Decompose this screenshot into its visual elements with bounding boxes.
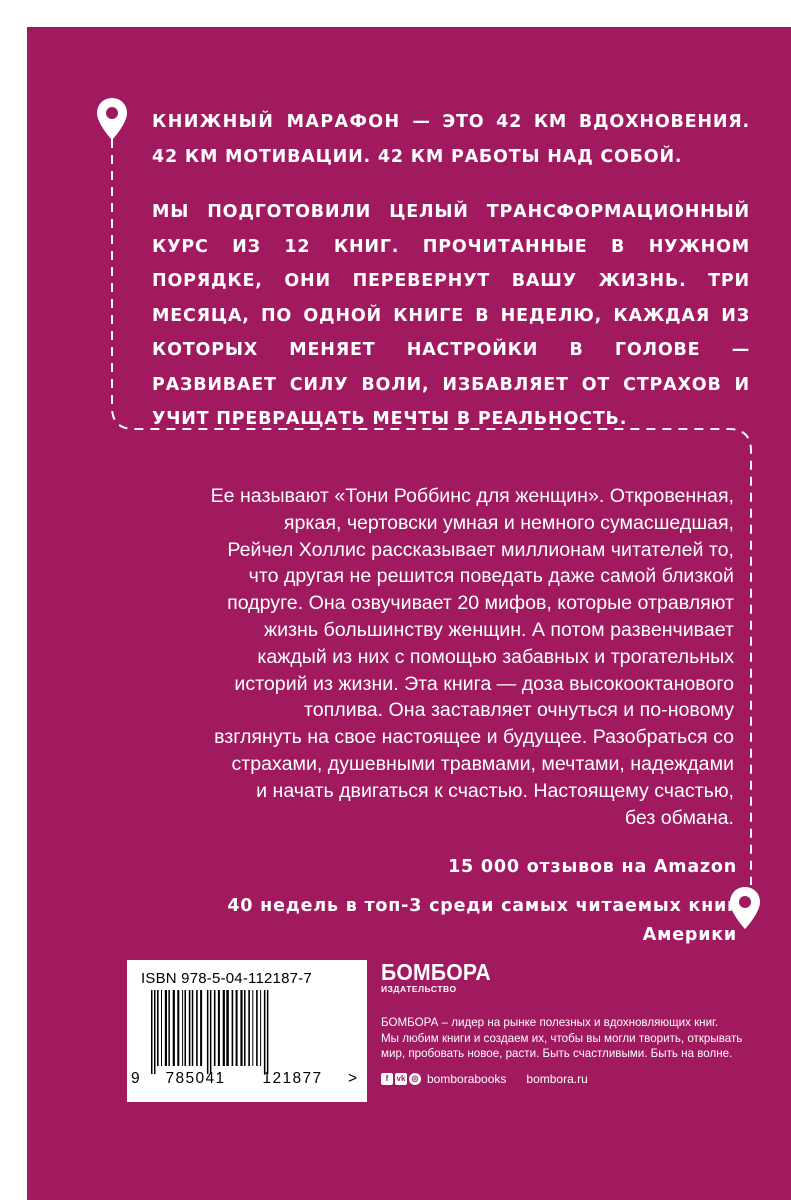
- barcode-digits: [131, 1070, 363, 1088]
- barcode-bar: [260, 990, 261, 1066]
- back-cover: [27, 27, 791, 1200]
- description-line: каждый из них с помощью забавных и трогательных: [257, 645, 734, 668]
- facebook-icon: f: [381, 1073, 393, 1085]
- publisher-description-line: Мы любим книги и создаем их, чтобы вы могли творить, открывать: [381, 1031, 743, 1045]
- barcode-bar: [182, 990, 183, 1066]
- barcode-digits-right: 121877: [262, 1070, 323, 1087]
- description-line: что другая не решится поведать даже самой близкой: [248, 565, 734, 588]
- barcode-bar: [267, 990, 269, 1074]
- barcode-bar: [157, 990, 159, 1066]
- barcode: [147, 990, 347, 1074]
- description-line: Рейчел Холлис рассказывает миллионам читателей то,: [227, 538, 734, 561]
- description-line: без обмана.: [624, 806, 734, 829]
- description-line: Ее называют «Тони Роббинс для женщин». Откровенная,: [210, 485, 734, 507]
- barcode-bar: [177, 990, 179, 1066]
- barcode-bar: [256, 990, 258, 1066]
- barcode-bar: [151, 990, 153, 1074]
- barcode-bar: [173, 990, 175, 1066]
- barcode-bar: [168, 990, 170, 1066]
- social-handle: bomborabooks: [427, 1071, 507, 1086]
- barcode-panel: [127, 960, 367, 1102]
- marathon-block: [152, 105, 750, 437]
- barcode-bar: [264, 990, 266, 1074]
- instagram-icon: ◎: [409, 1073, 421, 1085]
- marathon-intro-text: — ЭТО 42 КМ ВДОХНОВЕНИЯ. 42 КМ МОТИВАЦИИ. 42 КМ РАБОТЫ НАД СОБОЙ.: [152, 112, 751, 167]
- barcode-bar: [192, 990, 194, 1066]
- barcode-bar: [189, 990, 191, 1066]
- description-line: взглянуть на свое настоящее и будущее. Разобраться со: [214, 726, 734, 749]
- description-line: страхами, душевными травмами, мечтами, надеждами: [231, 752, 734, 775]
- description-line: жизнь большинству женщин. А потом развенчивает: [264, 618, 734, 641]
- marathon-course: МЫ ПОДГОТОВИЛИ ЦЕЛЫЙ ТРАНСФОРМАЦИОННЫЙ КУРС ИЗ 12 КНИГ. ПРОЧИТАННЫЕ В НУЖНОМ ПОРЯДКЕ, ОНИ ПЕРЕВЕРНУТ ВАШУ ЖИЗНЬ. ТРИ МЕСЯЦА, ПО ОДНОЙ КНИГЕ В НЕДЕЛЮ, КАЖДАЯ ИЗ КОТОРЫХ МЕНЯЕТ НАСТРОЙКИ В ГОЛОВЕ — РАЗВИВАЕТ СИЛУ ВОЛИ, ИЗБАВЛЯЕТ ОТ СТРАХОВ И УЧИТ ПРЕВРАЩАТЬ МЕЧТЫ В РЕАЛЬНОСТЬ.: [152, 202, 750, 429]
- barcode-bar: [185, 990, 187, 1066]
- publisher-description: [381, 1015, 771, 1062]
- barcode-digits-left: 785041: [165, 1070, 226, 1087]
- description-line: яркая, чертовски умная и немного сумасшедшая,: [283, 511, 734, 534]
- publisher-block: [381, 960, 781, 1086]
- barcode-bar: [165, 990, 167, 1066]
- barcode-bar: [154, 990, 156, 1074]
- publisher-logo-subtitle: ИЗДАТЕЛЬСТВО: [381, 984, 457, 994]
- book-description: [174, 483, 734, 831]
- publisher-description-line: мир, пробовать новое, расти. Быть счастливыми. Быть на волне.: [381, 1047, 733, 1060]
- barcode-bar: [236, 990, 238, 1066]
- isbn-number: ISBN 978-5-04-112187-7: [141, 970, 312, 987]
- description-line: подруге. Она озвучивает 20 мифов, которые отравляют: [227, 592, 734, 615]
- barcode-bar: [244, 990, 246, 1066]
- map-pin-icon: [94, 96, 130, 142]
- barcode-bar: [161, 990, 162, 1066]
- barcode-bar: [200, 990, 202, 1066]
- barcode-bar: [240, 990, 242, 1066]
- barcode-bar: [210, 990, 212, 1074]
- barcode-bar: [252, 990, 253, 1066]
- description-line: историй из жизни. Эта книга — доза высокооктанового: [234, 672, 734, 695]
- book-facts: [157, 853, 737, 950]
- barcode-digit-first: 9: [131, 1070, 140, 1087]
- vk-icon: vk: [396, 1073, 406, 1083]
- bestseller-fact: 40 недель в топ-3 среди самых читаемых книг Америки: [227, 896, 737, 945]
- publisher-website: bombora.ru: [526, 1071, 588, 1086]
- marathon-lead: КНИЖНЫЙ МАРАФОН: [152, 112, 401, 132]
- barcode-bar: [248, 990, 250, 1066]
- barcode-bar: [196, 990, 198, 1066]
- publisher-links: [381, 1072, 781, 1086]
- reviews-fact: 15 000 отзывов на Amazon: [448, 857, 737, 877]
- publisher-description-line: БОМБОРА – лидер на рынке полезных и вдохновляющих книг.: [381, 1016, 719, 1029]
- publisher-logo: БОМБОРА: [381, 959, 491, 985]
- barcode-arrow: >: [347, 1070, 357, 1087]
- barcode-bar: [232, 990, 234, 1066]
- description-line: топлива. Она заставляет очнуться и по-новому: [303, 699, 734, 722]
- marathon-intro: [152, 105, 750, 174]
- barcode-bar: [226, 990, 229, 1066]
- barcode-bar: [214, 990, 216, 1066]
- barcode-bar: [207, 990, 209, 1074]
- description-line: и начать двигаться к счастью. Настоящему счастью,: [256, 779, 734, 802]
- barcode-bar: [218, 990, 220, 1066]
- barcode-bar: [223, 990, 225, 1066]
- social-icons: [381, 1073, 421, 1085]
